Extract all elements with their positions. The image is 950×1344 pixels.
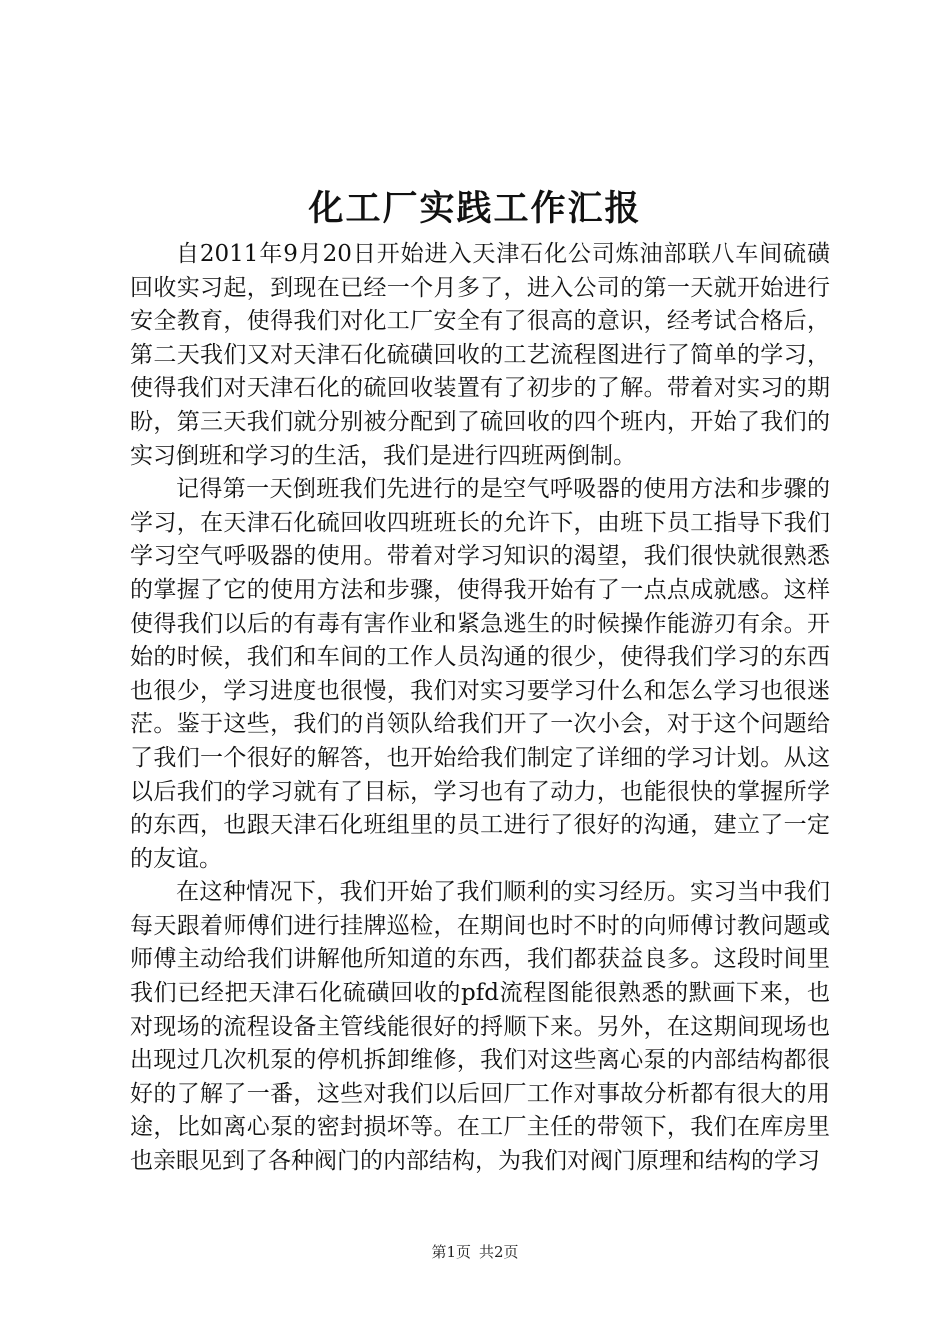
paragraph-3: 在这种情况下，我们开始了我们顺利的实习经历。实习当中我们每天跟着师傅们进行挂牌巡检，在期间也时不时的向师傅讨教问题或师傅主动给我们讲解他所知道的东西，我们都获益良多。这段时间里我们已经把天津石化硫磺回收的pfd流程图能很熟悉的默画下来，也对现场的流程设备主管线能很好的捋顺下来。另外，在这期间现场也出现过几次机泵的停机拆卸维修，我们对这些离心泵的内部结构都很好的了解了一番，这些对我们以后回厂工作对事故分析都有很大的用途，比如离心泵的密封损坏等。在工厂主任的带领下，我们在库房里也亲眼见到了各种阀门的内部结构，为我们对阀门原理和结构的学习 bbox=[130, 879, 830, 1175]
paragraph-2: 记得第一天倒班我们先进行的是空气呼吸器的使用方法和步骤的学习，在天津石化硫回收四班班长的允许下，由班下员工指导下我们学习空气呼吸器的使用。带着对学习知识的渴望，我们很快就很熟悉的掌握了它的使用方法和步骤，使得我开始有了一点点成就感。这样使得我们以后的有毒有害作业和紧急逃生的时候操作能游刃有余。开始的时候，我们和车间的工作人员沟通的很少，使得我们学习的东西也很少，学习进度也很慢，我们对实习要学习什么和怎么学习也很迷茫。鉴于这些，我们的肖领队给我们开了一次小会，对于这个问题给了我们一个很好的解答，也开始给我们制定了详细的学习计划。从这以后我们的学习就有了目标，学习也有了动力，也能很快的掌握所学的东西，也跟天津石化班组里的员工进行了很好的沟通，建立了一定的友谊。 bbox=[130, 476, 830, 872]
document-body bbox=[130, 238, 830, 1179]
page-number: 第1页 bbox=[431, 1243, 471, 1261]
page-title: 化工厂实践工作汇报 bbox=[308, 188, 642, 229]
page-footer bbox=[0, 1242, 950, 1262]
page-total: 共2页 bbox=[479, 1243, 519, 1261]
paragraph-1: 自2011年9月20日开始进入天津石化公司炼油部联八车间硫磺回收实习起，到现在已经一个月多了，进入公司的第一天就开始进行安全教育，使得我们对化工厂安全有了很高的意识，经考试合格后，第二天我们又对天津石化硫磺回收的工艺流程图进行了简单的学习，使得我们对天津石化的硫回收装置有了初步的了解。带着对实习的期盼，第三天我们就分别被分配到了硫回收的四个班内，开始了我们的实习倒班和学习的生活，我们是进行四班两倒制。 bbox=[130, 241, 830, 469]
